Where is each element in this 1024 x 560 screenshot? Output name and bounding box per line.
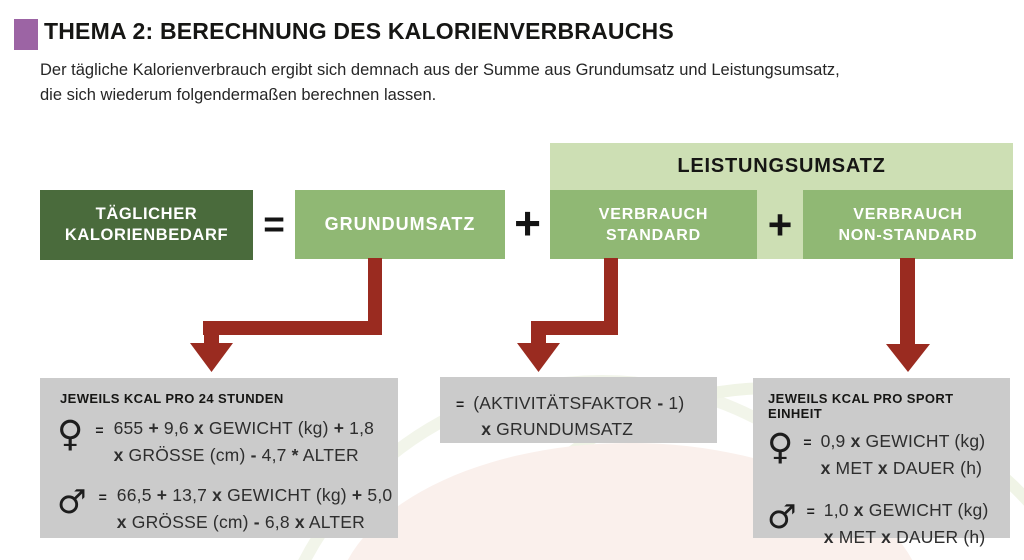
formula-line: (AKTIVITÄTSFAKTOR - 1) — [473, 393, 685, 413]
title-accent-marker — [14, 19, 38, 50]
intro-line-2: die sich wiederum folgendermaßen berechnen lassen. — [40, 86, 437, 104]
sport-formula-box — [753, 378, 1010, 547]
formula-line: x MET x DAUER (h) — [820, 458, 983, 478]
daily-calorie-need-label-line1: TÄGLICHER — [95, 205, 198, 223]
plus-sign-2: + — [767, 200, 793, 248]
basal-male-row — [57, 482, 398, 536]
verbrauch-nonstandard-box — [803, 190, 1013, 259]
verbrauch-standard-label-line2: STANDARD — [606, 226, 701, 244]
arrow-standard — [517, 258, 618, 372]
grundumsatz-box: GRUNDUMSATZ — [295, 190, 505, 259]
formula-line: x GRÖSSE (cm) - 4,7 * ALTER — [113, 445, 359, 465]
leistungsumsatz-title: LEISTUNGSUMSATZ — [677, 155, 886, 177]
page-title: THEMA 2: BERECHNUNG DES KALORIENVERBRAUCHS — [44, 18, 674, 44]
formula-line: x GRUNDUMSATZ — [481, 419, 634, 439]
formula-line: 1,0 x GEWICHT (kg) — [823, 500, 989, 520]
sport-female-row — [767, 428, 1010, 482]
equals-sign: = — [806, 503, 815, 519]
formula-line: x GRÖSSE (cm) - 6,8 x ALTER — [116, 512, 366, 532]
verbrauch-standard-label-line1: VERBRAUCH — [598, 205, 709, 223]
standard-formula-row — [456, 390, 717, 442]
basal-formula-box — [40, 378, 398, 538]
arrow-nonstandard — [886, 258, 930, 372]
basal-male-formula — [117, 482, 393, 536]
daily-calorie-need-label-line2: KALORIENBEDARF — [64, 226, 229, 244]
formula-line: 655 + 9,6 x GEWICHT (kg) + 1,8 — [113, 418, 375, 438]
sport-box-header: JEWEILS KCAL PRO SPORT EINHEIT — [768, 391, 954, 421]
leistungsumsatz-panel — [550, 143, 1013, 259]
male-icon: ♂ — [767, 497, 797, 536]
intro-text — [40, 58, 1005, 108]
equals-sign: = — [263, 203, 285, 245]
verbrauch-nonstandard-label-line1: VERBRAUCH — [853, 205, 963, 223]
female-icon: ♀ — [767, 427, 794, 468]
male-icon: ♂ — [57, 482, 87, 521]
sport-male-formula — [824, 497, 989, 551]
basal-female-formula — [114, 415, 375, 469]
basal-box-header: JEWEILS KCAL PRO 24 STUNDEN — [60, 391, 284, 406]
formula-line: 0,9 x GEWICHT (kg) — [820, 431, 986, 451]
leistungsumsatz-row — [550, 190, 1013, 259]
formula-line: x MET x DAUER (h) — [823, 527, 986, 547]
verbrauch-nonstandard-label-line2: NON-STANDARD — [838, 226, 978, 244]
standard-formula — [473, 390, 684, 442]
equals-sign: = — [803, 434, 812, 450]
formula-line: 66,5 + 13,7 x GEWICHT (kg) + 5,0 — [116, 485, 393, 505]
sport-female-formula — [821, 428, 986, 482]
equals-sign: = — [95, 422, 104, 438]
female-icon: ♀ — [57, 414, 84, 455]
intro-line-1: Der tägliche Kalorienverbrauch ergibt sich demnach aus der Summe aus Grundumsatz und Leistungsumsatz, — [40, 61, 840, 79]
basal-female-row — [57, 415, 398, 469]
arrow-grundumsatz — [190, 258, 382, 372]
sport-male-row — [767, 497, 1010, 551]
daily-calorie-need-box — [40, 190, 253, 260]
equals-sign: = — [456, 396, 465, 412]
plus-sign-1: + — [514, 196, 541, 249]
equals-sign: = — [98, 489, 107, 505]
standard-formula-box — [440, 377, 717, 443]
verbrauch-standard-box — [550, 190, 757, 259]
